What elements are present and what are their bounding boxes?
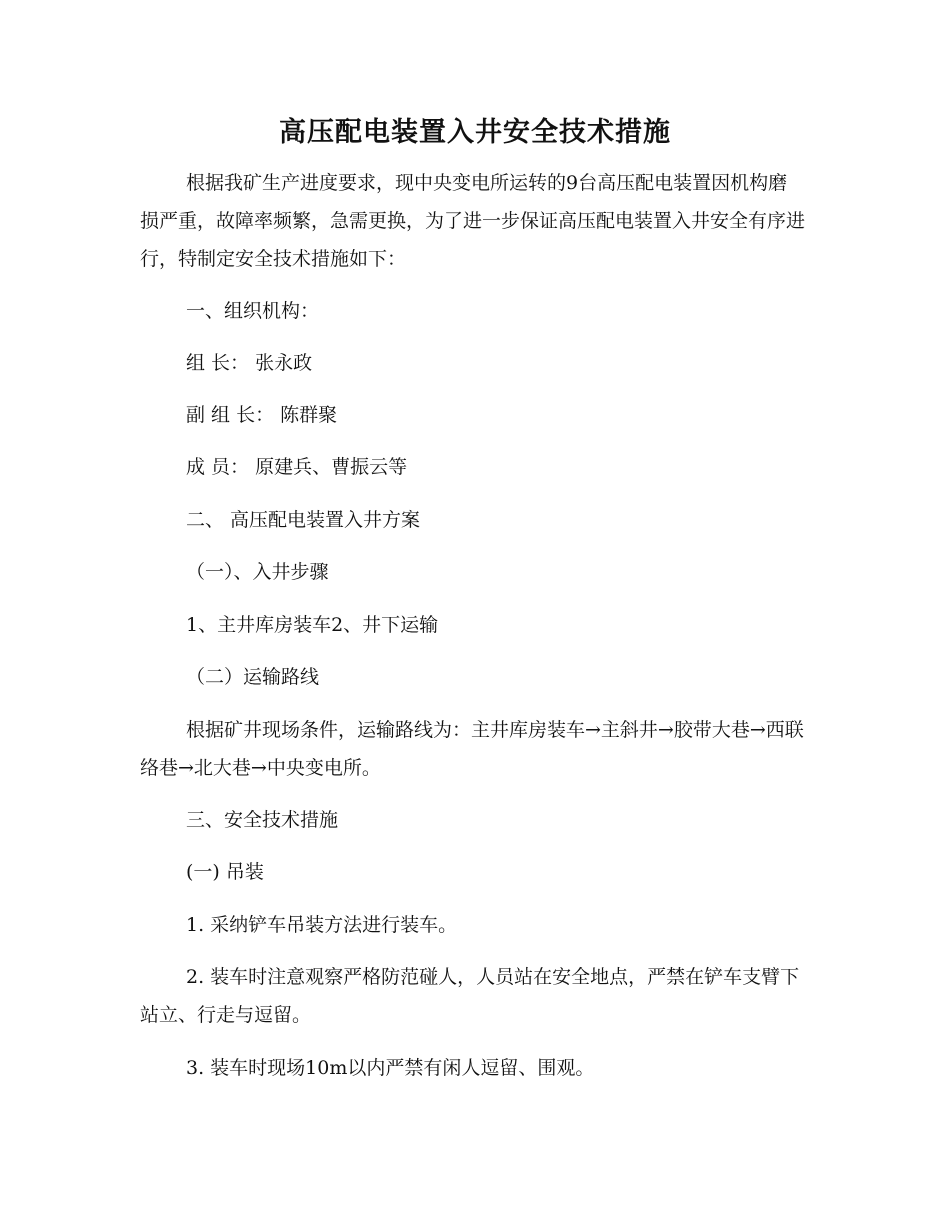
lifting-item-3: 3. 装车时现场10m以内严禁有闲人逗留、围观。 (186, 1057, 595, 1079)
section-safety-heading: 三、安全技术措施 (186, 809, 339, 831)
intro-paragraph: 根据我矿生产进度要求，现中央变电所运转的9台高压配电装置因机构磨损严重，故障率频繁，急需更换，为了进一步保证高压配电装置入井安全有序进行，特制定安全技术措施如下： (140, 172, 806, 270)
team-leader-line: 组 长： 张永政 (186, 352, 313, 374)
section-organization-heading: 一、组织机构： (186, 300, 320, 322)
lifting-item-1: 1. 采纳铲车吊装方法进行装车。 (186, 914, 458, 936)
steps-line: 1、主井库房装车2、井下运输 (186, 614, 439, 636)
section-plan-heading: 二、 高压配电装置入井方案 (186, 509, 421, 531)
subsection-steps-heading: （一）、入井步骤 (186, 561, 329, 583)
members-line: 成 员： 原建兵、曹振云等 (186, 456, 408, 478)
subsection-route-heading: （二）运输路线 (186, 666, 320, 688)
deputy-leader-line: 副 组 长： 陈群聚 (186, 404, 338, 426)
subsection-lifting-heading: (一) 吊装 (186, 861, 264, 883)
document-title: 高压配电装置入井安全技术措施 (279, 117, 671, 148)
route-paragraph: 根据矿井现场条件，运输路线为：主井库房装车→主斜井→胶带大巷→西联络巷→北大巷→中央变电所。 (140, 719, 804, 779)
lifting-item-2: 2. 装车时注意观察严格防范碰人，人员站在安全地点，严禁在铲车支臂下站立、行走与逗留。 (140, 966, 800, 1026)
